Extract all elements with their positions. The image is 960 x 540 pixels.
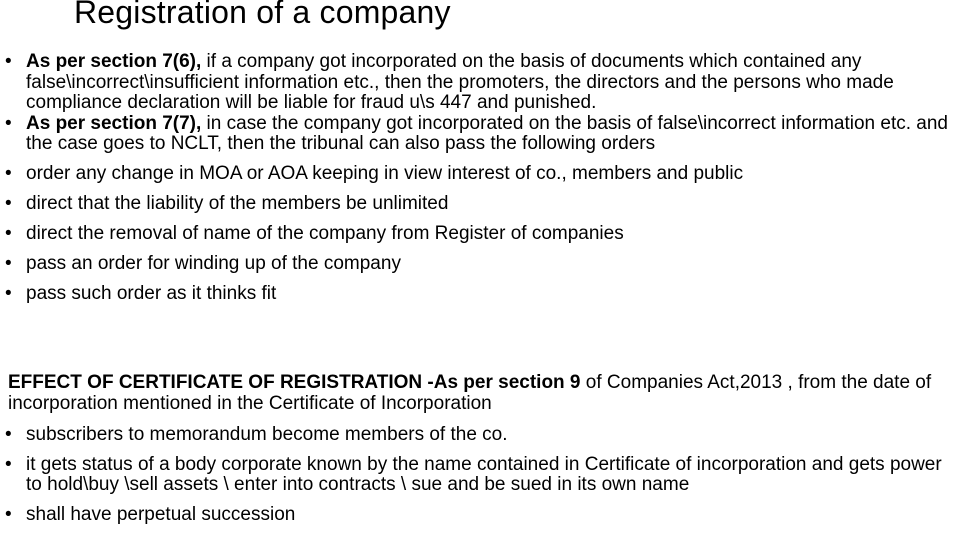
bullet-icon: •: [5, 112, 12, 134]
list-item-text: pass such order as it thinks fit: [26, 283, 277, 304]
bullet-icon: •: [5, 253, 12, 274]
section-ref: As per section 7(7),: [26, 112, 202, 134]
bullet-icon: •: [5, 223, 12, 244]
effect-of-certificate-paragraph: [8, 373, 948, 414]
list-item-text: direct that the liability of the members be unlimited: [26, 193, 449, 214]
list-item-text: pass an order for winding up of the company: [26, 253, 401, 274]
list-item: [0, 425, 960, 446]
bullet-icon: •: [5, 424, 12, 445]
bullet-icon: •: [5, 503, 12, 525]
list-item: [0, 194, 960, 215]
bullet-icon: •: [5, 453, 12, 475]
list-item: [0, 455, 960, 496]
bullet-list-section-9: [0, 425, 960, 525]
bullet-list-section-7: [0, 52, 960, 305]
list-item: [0, 114, 960, 155]
effect-heading: EFFECT OF CERTIFICATE OF REGISTRATION -As per section 9: [8, 372, 581, 393]
bullet-icon: •: [5, 51, 12, 72]
section-ref: As per section 7(6),: [26, 51, 202, 72]
list-item: [0, 52, 960, 114]
slide-title: Registration of a company: [74, 0, 451, 30]
list-item: [0, 254, 960, 275]
list-item: [0, 505, 960, 526]
list-item-text: shall have perpetual succession: [26, 503, 296, 525]
effect-heading-text: of Companies Act,2013 , from the date of incorporation mentioned in the Certificate of Incorporation: [8, 372, 932, 414]
list-item-text: if a company got incorporated on the basis of documents which contained any false\incorrect\insufficient information etc., then the promoters, the directors and the persons who made compliance declaration will be liable for fraud u\s 447 and punished.: [26, 51, 894, 113]
bullet-icon: •: [5, 193, 12, 214]
list-item-text: subscribers to memorandum become members of the co.: [26, 424, 508, 445]
list-item-text: direct the removal of name of the company from Register of companies: [26, 223, 624, 244]
list-item: [0, 284, 960, 305]
list-item-text: in case the company got incorporated on the basis of false\incorrect information etc. and the case goes to NCLT, then the tribunal can also pass the following orders: [26, 112, 948, 154]
bullet-icon: •: [5, 283, 12, 304]
list-item: [0, 164, 960, 185]
list-item-text: it gets status of a body corporate known by the name contained in Certificate of incorporation and gets power to hold\buy \sell assets \ enter into contracts \ sue and be sued in its own name: [26, 453, 942, 495]
bullet-icon: •: [5, 163, 12, 184]
list-item-text: order any change in MOA or AOA keeping in view interest of co., members and public: [26, 163, 744, 184]
list-item: [0, 224, 960, 245]
